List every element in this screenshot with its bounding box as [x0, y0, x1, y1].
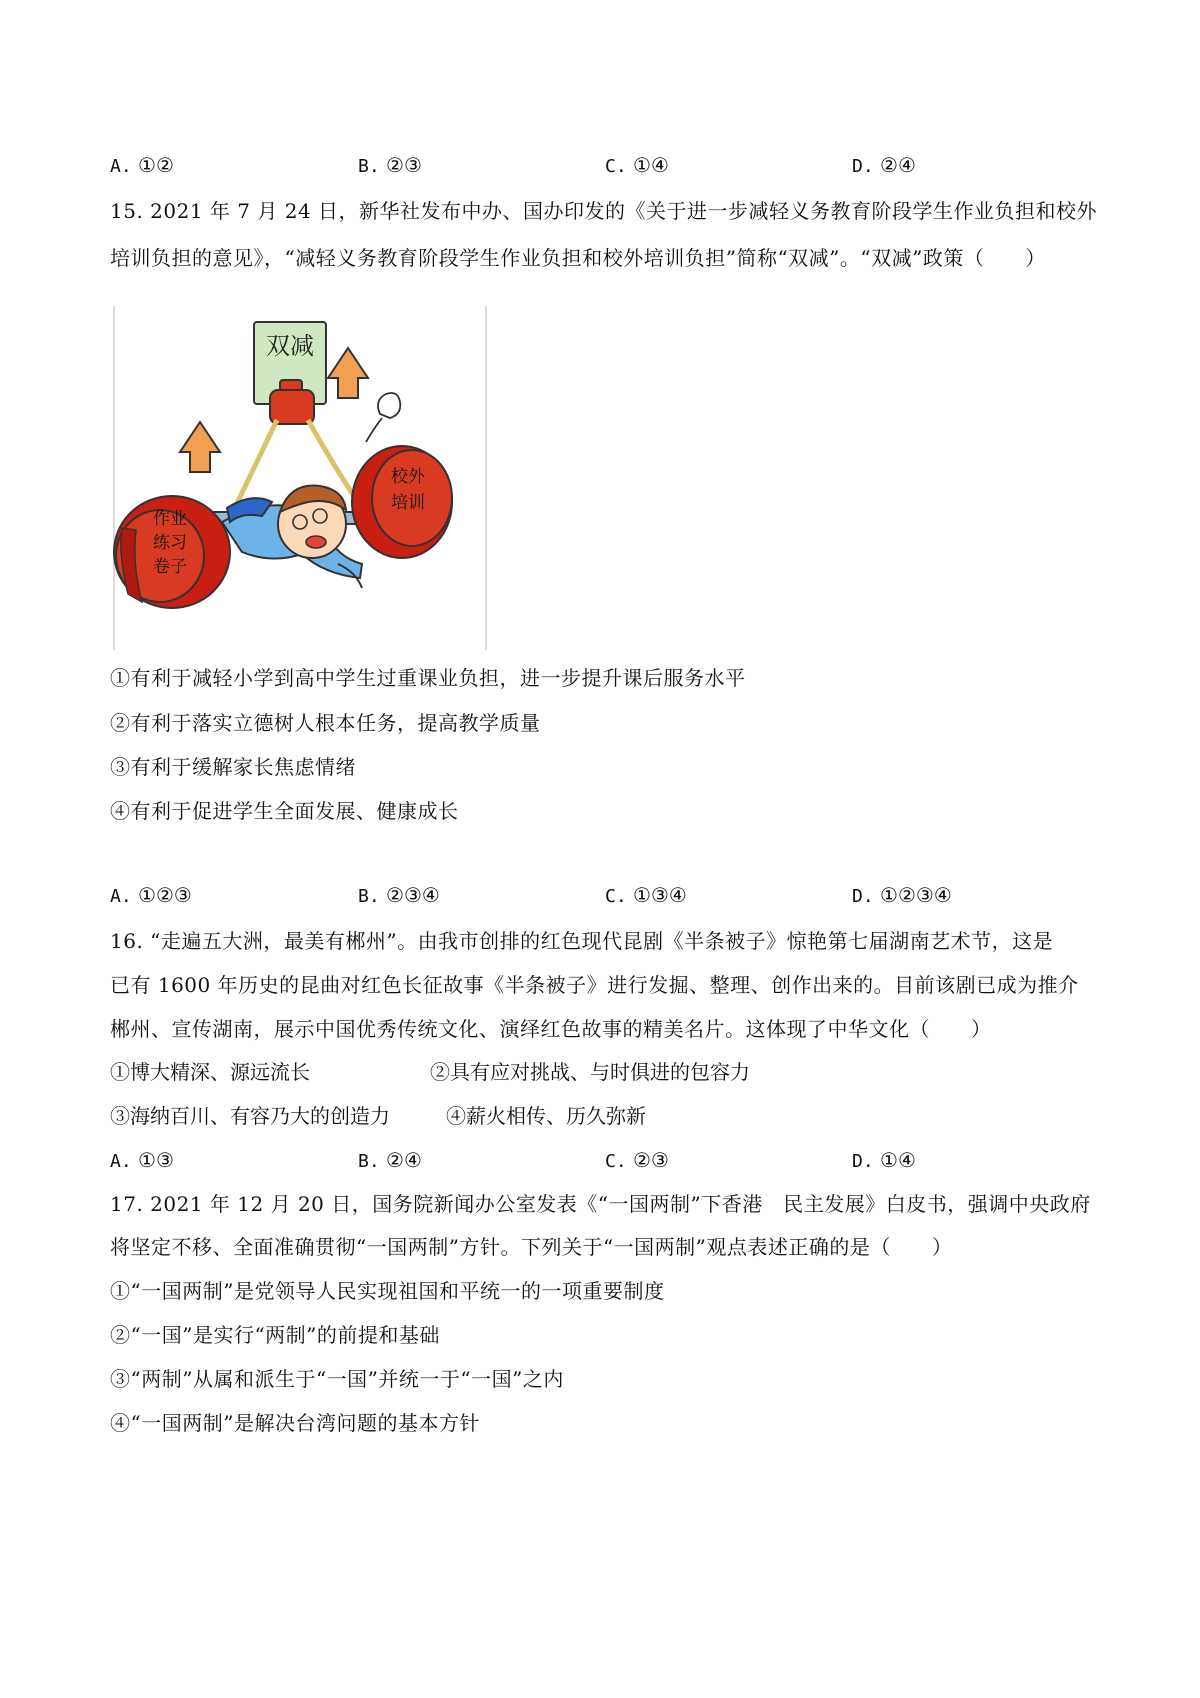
q14-option-c[interactable]: C. ①④: [605, 153, 669, 177]
q15-statement-2: ②有利于落实立德树人根本任务，提高教学质量: [110, 711, 541, 735]
q15-option-d[interactable]: D. ①②③④: [852, 883, 952, 907]
q16-statement-2: ②具有应对挑战、与时俱进的包容力: [430, 1060, 750, 1084]
q14-option-b[interactable]: B. ②③: [358, 153, 422, 177]
q14-option-a[interactable]: A. ①②: [110, 153, 174, 177]
q16-option-c[interactable]: C. ②③: [605, 1148, 669, 1172]
q14-options: [110, 151, 1010, 179]
q15-statement-4: ④有利于促进学生全面发展、健康成长: [110, 799, 459, 823]
q16-statement-3: ③海纳百川、有容乃大的创造力: [110, 1104, 390, 1128]
q15-statement-3: ③有利于缓解家长焦虑情绪: [110, 755, 356, 779]
q15-statement-1: ①有利于减轻小学到高中学生过重课业负担，进一步提升课后服务水平: [110, 666, 746, 690]
q17-statement-4: ④“一国两制”是解决台湾问题的基本方针: [110, 1411, 480, 1435]
up-arrow-left: [180, 422, 220, 472]
q15-stem-line2: 培训负担的意见》，“减轻义务教育阶段学生作业负担和校外培训负担”简称“双减”。“双减”政策（ ）: [110, 246, 1046, 270]
q16-option-d[interactable]: D. ①④: [852, 1148, 916, 1172]
left-weight-label-3: 卷子: [153, 557, 187, 577]
q16-option-a[interactable]: A. ①③: [110, 1148, 174, 1172]
left-weight-label-2: 练习: [153, 533, 187, 553]
q15-options: [110, 881, 1010, 909]
q17-statement-2: ②“一国”是实行“两制”的前提和基础: [110, 1323, 440, 1347]
left-weight-label-1: 作业: [153, 509, 187, 529]
q17-statement-1: ①“一国两制”是党领导人民实现祖国和平统一的一项重要制度: [110, 1279, 665, 1303]
q14-option-d[interactable]: D. ②④: [852, 153, 916, 177]
q16-option-b[interactable]: B. ②④: [358, 1148, 422, 1172]
thought-tail: [366, 418, 382, 442]
q17-stem-line2: 将坚定不移、全面准确贯彻“一国两制”方针。下列关于“一国两制”观点表述正确的是（ ）: [110, 1235, 953, 1259]
q16-statement-1: ①博大精深、源远流长: [110, 1060, 310, 1084]
double-reduction-cartoon: [112, 302, 488, 652]
q15-option-b[interactable]: B. ②③④: [358, 883, 440, 907]
up-arrow-right: [328, 348, 368, 398]
sign-text: 双减: [266, 332, 314, 360]
q15-option-a[interactable]: A. ①②③: [110, 883, 192, 907]
q17-statement-3: ③“两制”从属和派生于“一国”并统一于“一国”之内: [110, 1367, 564, 1391]
q16-stem-line1: 16. “走遍五大洲，最美有郴州”。由我市创排的红色现代昆剧《半条被子》惊艳第七届湖南艺术节，这是: [110, 929, 1054, 953]
q16-stem-line2: 已有 1600 年历史的昆曲对红色长征故事《半条被子》进行发掘、整理、创作出来的。目前该剧已成为推介: [110, 973, 1079, 997]
right-weight-label-2: 培训: [391, 493, 425, 513]
right-weight-label-1: 校外: [391, 467, 425, 487]
thought-bubble: [378, 393, 400, 418]
cartoon-svg: [112, 302, 488, 652]
q15-stem-line1: 15. 2021 年 7 月 24 日，新华社发布中办、国办印发的《关于进一步减轻义务教育阶段学生作业负担和校外: [110, 199, 1098, 223]
q17-stem-line1: 17. 2021 年 12 月 20 日，国务院新闻办公室发表《“一国两制”下香港 民主发展》白皮书，强调中央政府: [110, 1192, 1091, 1216]
child-mouth: [306, 536, 326, 548]
q16-stem-line3: 郴州、宣传湖南，展示中国优秀传统文化、演绎红色故事的精美名片。这体现了中华文化（ ）: [110, 1017, 992, 1041]
q16-options: [110, 1146, 1010, 1174]
q16-statement-4: ④薪火相传、历久弥新: [446, 1104, 646, 1128]
hook-weight: [270, 390, 314, 424]
q15-option-c[interactable]: C. ①③④: [605, 883, 687, 907]
